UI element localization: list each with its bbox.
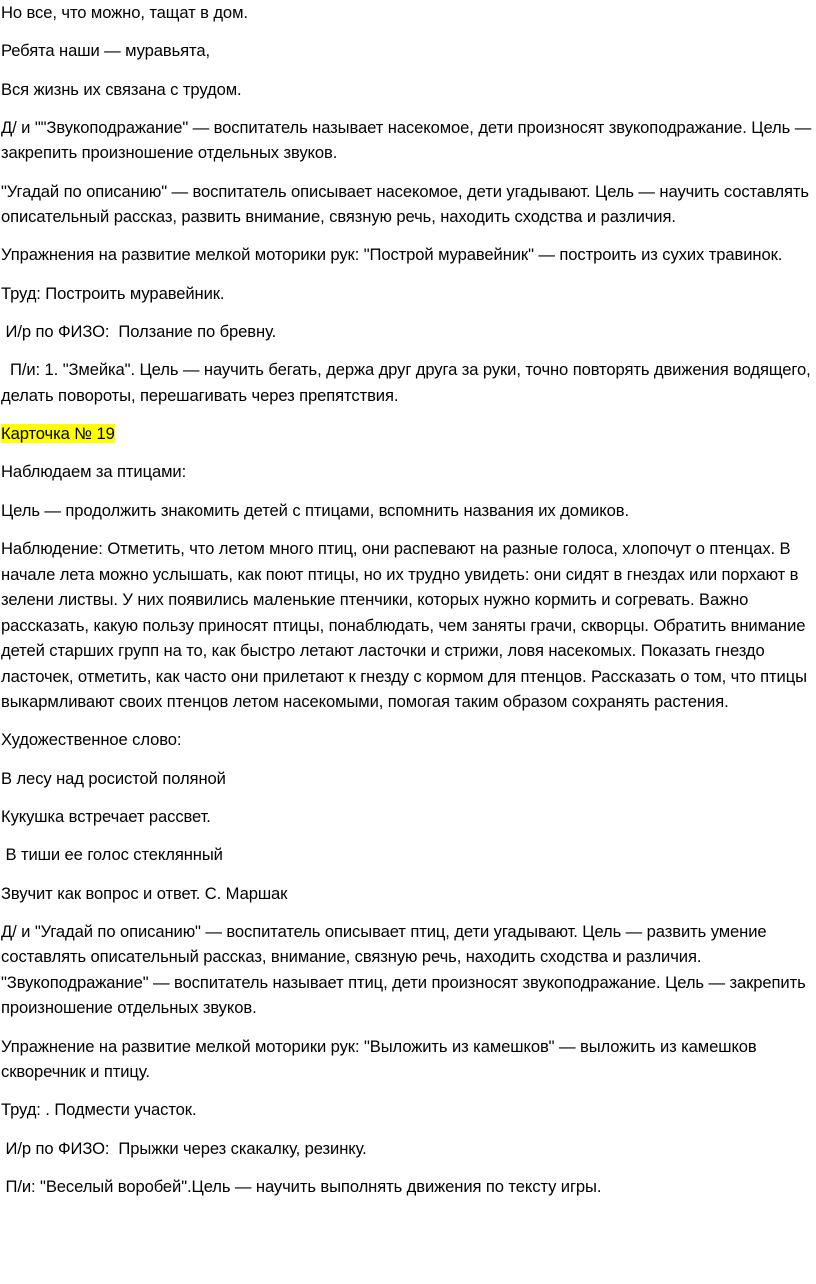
card-heading: [1, 421, 812, 447]
individual-pe-work-jumping: И/р по ФИЗО: Прыжки через скакалку, резинку.: [1, 1138, 367, 1158]
verse-line-1: В лесу над росистой поляной: [1, 768, 226, 788]
individual-pe-work: И/р по ФИЗО: Ползание по бревну.: [1, 322, 277, 342]
card-number-highlight: Карточка № 19: [1, 424, 115, 444]
game-guess-by-description: "Угадай по описанию" — воспитатель описывает насекомое, дети угадывают. Цель — научить составлять описательный рассказ, развить внимание, связную речь, находить сходства и различия.: [1, 181, 814, 227]
outdoor-game-sparrow: П/и: "Веселый воробей".Цель — научить выполнять движения по тексту игры.: [1, 1177, 602, 1197]
observation-topic: Наблюдаем за птицами:: [1, 462, 187, 482]
didactic-game-sound-imitation: Д/ и ""Звукоподражание" — воспитатель называет насекомое, дети произносят звукоподражание. Цель — закрепить произношение отдельных звуков.: [1, 117, 816, 163]
fine-motor-exercise: Упражнения на развитие мелкой моторики рук: "Построй муравейник" — построить из сухих травинок.: [1, 245, 783, 265]
verse-line-2: Кукушка встречает рассвет.: [1, 806, 211, 826]
labor-task-sweep: Труд: . Подмести участок.: [1, 1100, 197, 1120]
observation-text: Наблюдение: Отметить, что летом много птиц, они распевают на разные голоса, хлопочут о птенцах. В начале лета можно услышать, как поют птицы, но их трудно увидеть: они сидят в гнездах или порхают в зелени листвы. У них появились маленькие птенчики, которых нужно кормить и согревать. Важно рассказать, какую пользу приносят птицы, понаблюдать, чем заняты грачи, скворцы. Обратить внимание детей старших групп на то, как быстро летают ласточки и стрижи, ловя насекомых. Показать гнездо ласточек, отметить, как часто они прилетают к гнезду с кормом для птенцов. Рассказать о том, что птицы выкармливают своих птенцов летом насекомыми, помогая таким образом сохранять растения.: [1, 539, 812, 712]
labor-task: Труд: Построить муравейник.: [1, 283, 225, 303]
poem-line-1: Но все, что можно, тащат в дом.: [1, 3, 248, 22]
observation-goal: Цель — продолжить знакомить детей с птицами, вспомнить названия их домиков.: [1, 500, 630, 520]
outdoor-game: П/и: 1. "Змейка". Цель — научить бегать, держа друг друга за руки, точно повторять движения водящего, делать повороты, перешагивать через препятствия.: [1, 360, 816, 405]
fine-motor-exercise-pebbles: Упражнение на развитие мелкой моторики рук: "Выложить из камешков" — выложить из камешков скворечник и птицу.: [1, 1036, 762, 1082]
didactic-games-birds: Д/ и "Угадай по описанию" — воспитатель описывает птиц, дети угадывают. Цель — развить умение составлять описательный рассказ, внимание, связную речь, находить сходства и различия. "Звукоподражание" — воспитатель называет птиц, дети произносят звукоподражание. Цель — закрепить произношение отдельных звуков.: [1, 921, 811, 1018]
literary-word-heading: Художественное слово:: [1, 730, 182, 750]
poem-line-2: Ребята наши — муравьята,: [1, 41, 211, 61]
verse-line-3: В тиши ее голос стеклянный: [1, 845, 223, 865]
poem-line-3: Вся жизнь их связана с трудом.: [1, 79, 242, 99]
verse-line-4: Звучит как вопрос и ответ. С. Маршак: [1, 883, 288, 903]
